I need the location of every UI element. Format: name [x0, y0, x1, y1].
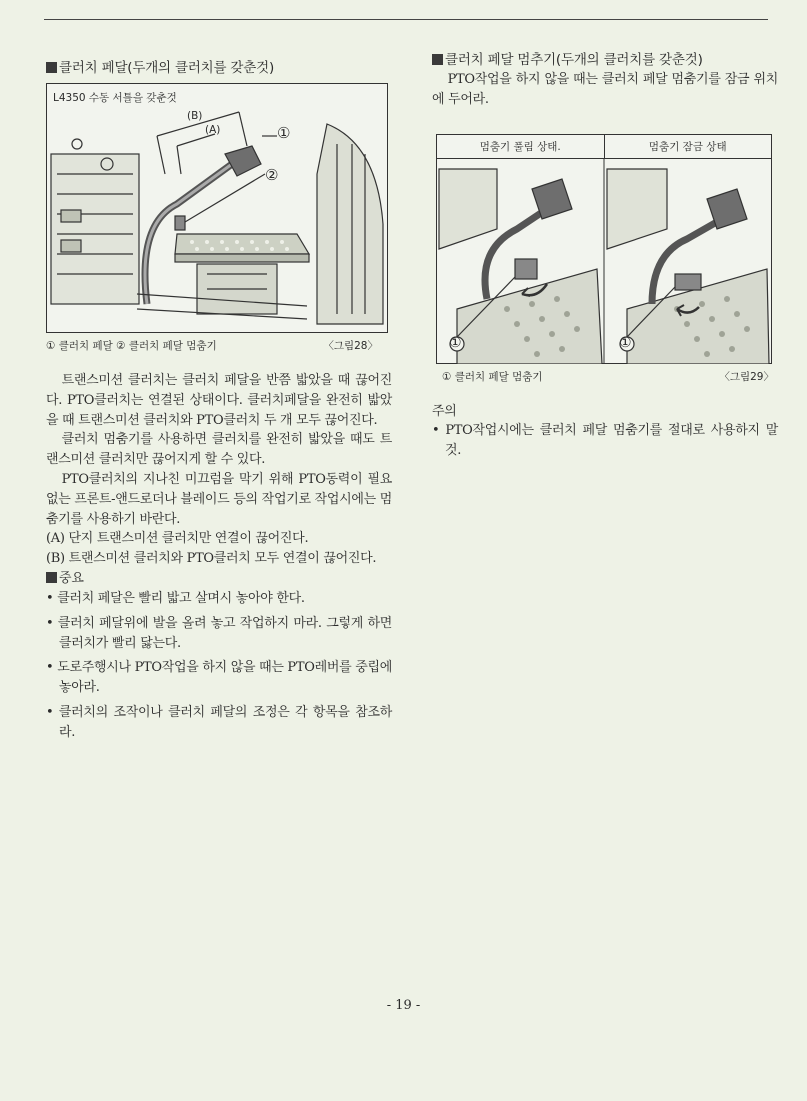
tractor-clutch-illustration [47, 84, 387, 332]
dimension-a-label: (A) [205, 124, 221, 136]
right-heading: 클러치 페달 멈추기(두개의 클러치를 갖춘것) [432, 50, 778, 70]
dimension-b-label: (B) [187, 110, 203, 122]
caution-item: • PTO작업시에는 클러치 페달 멈춤기를 절대로 사용하지 말것. [432, 423, 778, 459]
note-b: (B) 트랜스미션 클러치와 PTO클러치 모두 연결이 끊어진다. [46, 551, 377, 567]
callout-1: ① [277, 124, 291, 142]
right-column [432, 52, 778, 461]
panel-locked-label: 멈춤기 잠금 상태 [648, 140, 727, 153]
square-bullet-icon [46, 62, 57, 73]
important-item: • 클러치 페달은 빨리 밟고 살며시 놓아야 한다. [46, 590, 305, 606]
right-intro: PTO작업을 하지 않을 때는 클러치 페달 멈춤기를 잠금 위치에 두어라. [432, 72, 778, 107]
model-label: L4350 수동 서틀을 갖춘것 [53, 92, 177, 104]
figure-29 [436, 134, 772, 364]
callout-right: ① [619, 334, 632, 351]
figure-29-caption: ① 클러치 페달 멈춤기 〈그림29〉 [442, 370, 774, 383]
important-heading: 중요 [46, 569, 392, 589]
panel-headers [437, 135, 771, 159]
square-bullet-icon [46, 572, 57, 583]
caution-heading: 주의 [432, 403, 457, 419]
panel-released-label: 멈춤기 풀림 상태. [437, 135, 605, 158]
left-heading: 클러치 페달(두개의 클러치를 갖춘것) [46, 58, 392, 78]
note-a: (A) 단지 트랜스미션 클러치만 연결이 끊어진다. [46, 531, 309, 547]
callout-left: ① [449, 334, 462, 351]
important-item: • 도로주행시나 PTO작업을 하지 않을 때는 PTO레버를 중립에 놓아라. [46, 660, 392, 696]
paragraph-1: 트랜스미션 클러치는 클러치 페달을 반쯤 밟았을 때 끊어진다. PTO클러치는 연결된 상태이다. 클러치페달을 완전히 밟았을 때 트랜스미션 클러치와 PTO클러치 두 개 모두 끊어진다. [46, 373, 392, 428]
paragraph-3: PTO클러치의 지나친 미끄럼을 막기 위해 PTO동력이 필요없는 프론트-앤드로더나 블레이드 등의 작업기로 작업시에는 멈춤기를 사용하기 바란다. [46, 471, 392, 527]
page-number: - 19 - [386, 998, 421, 1013]
important-item: • 클러치 페달위에 발을 올려 놓고 작업하지 마라. 그렇게 하면 클러치가 빨리 닳는다. [46, 615, 392, 651]
figure-28 [46, 83, 388, 333]
left-body [46, 371, 392, 743]
figure-28-caption: ① 클러치 페달 ② 클러치 페달 멈춤기 〈그림28〉 [46, 340, 378, 352]
left-column [46, 52, 392, 743]
square-bullet-icon [432, 54, 443, 65]
important-item: • 클러치의 조작이나 클러치 페달의 조정은 각 항목을 참조하라. [46, 704, 392, 740]
top-rule [44, 19, 768, 20]
paragraph-2: 클러치 멈춤기를 사용하면 클러치를 완전히 밟았을 때도 트랜스미션 클러치만 끊어지게 할 수 있다. [46, 432, 392, 468]
callout-2: ② [265, 166, 279, 184]
pedal-stopper-illustration [437, 159, 771, 364]
